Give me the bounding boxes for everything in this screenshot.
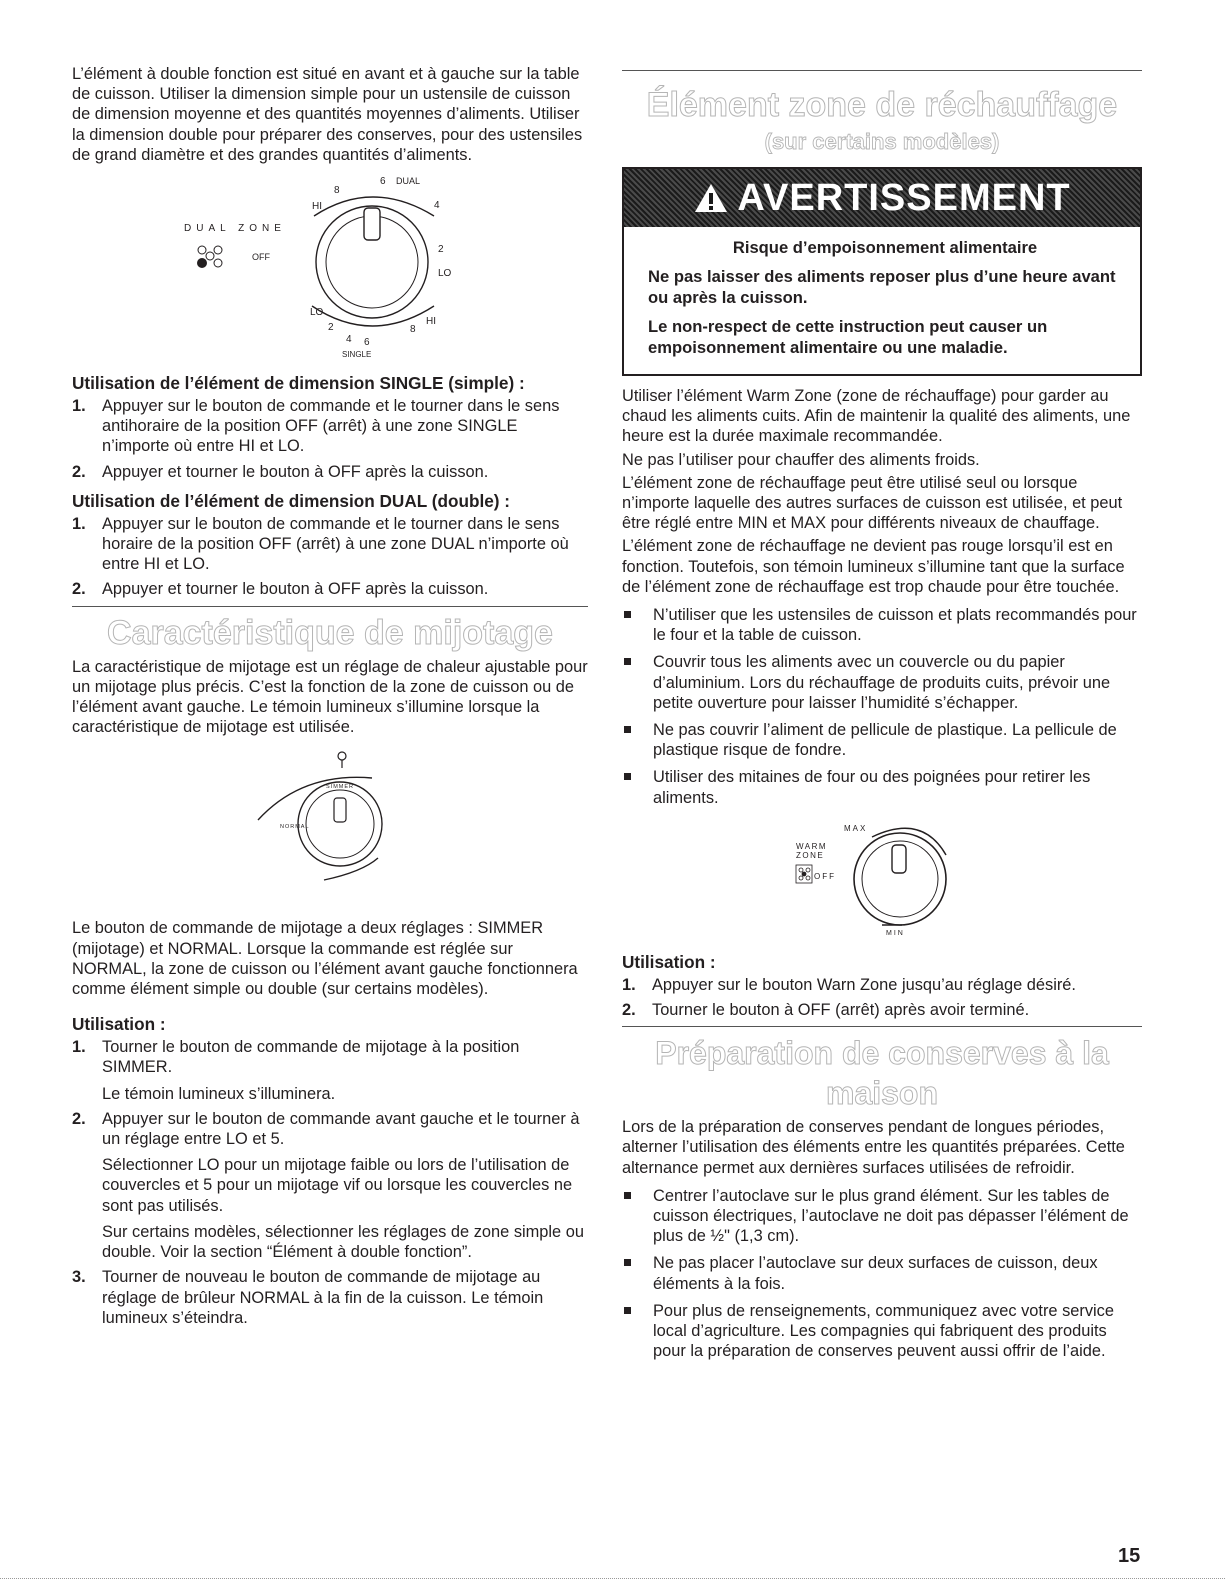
canning-intro: Lors de la préparation de conserves pendant de longues périodes, alterner l’utilisation des éléments entre les quantités préparées. Cette alternance permet aux dernières surfaces utilisées de refroidir. — [622, 1118, 1125, 1177]
dial-label-hi-bottom: HI — [426, 316, 436, 328]
simmer-section-title: Caractéristique de mijotage — [107, 613, 553, 652]
dial-label-n6-bottom: 6 — [364, 337, 370, 349]
warm-zone-subtitle: (sur certains modèles) — [764, 129, 1000, 154]
list-item: 2. Appuyer et tourner le bouton à OFF après la cuisson. — [72, 462, 489, 481]
dial-label-zone: ZONE — [796, 850, 825, 860]
list-item: Ne pas couvrir l’aliment de pellicule de plastique. La pellicule de plastique risque de fondre. — [622, 720, 1142, 760]
dual-steps-list — [72, 514, 588, 600]
simmer-use-heading: Utilisation : — [72, 1014, 166, 1035]
dial-label-off: OFF — [814, 871, 836, 881]
dial-label-simmer: SIMMER — [326, 784, 354, 791]
section-divider — [622, 70, 1142, 71]
dial-label-min: MIN — [886, 929, 905, 937]
dual-heading: Utilisation de l’élément de dimension DUAL (double) : — [72, 490, 510, 511]
dual-zone-dial-diagram — [72, 168, 588, 364]
list-item: N’utiliser que les ustensiles de cuisson et plats recommandés pour le four et la table de cuisson. — [622, 605, 1142, 645]
warning-triangle-icon — [693, 182, 729, 214]
dial-label-max: MAX — [844, 823, 868, 833]
page-bottom-edge — [0, 1578, 1225, 1579]
dial-label-lo-bottom: LO — [310, 307, 324, 319]
dial-label-n4-top: 4 — [434, 200, 440, 212]
list-item: 1. Appuyer sur le bouton de commande et le tourner dans le sens antihoraire de la position OFF (arrêt) à une zone SINGLE n’importe où entre HI et LO. — [72, 397, 560, 456]
section-divider — [72, 606, 588, 607]
dual-zone-knob-icon — [312, 197, 434, 326]
single-steps-list — [72, 396, 588, 482]
list-item: Ne pas placer l’autoclave sur deux surfaces de cuisson, deux éléments à la fois. — [622, 1253, 1142, 1293]
canning-bullet-list — [622, 1186, 1142, 1362]
list-item: 2. Appuyer sur le bouton de commande avant gauche et le tourner à un réglage entre LO et 5. Sélectionner LO pour un mijotage faible ou lors de l’utilisation de couvercles et 5 pour un mijotage vif ou lorsque les couvercles ne sont pas utilisés. Sur certains modèles, sélectionner les réglages de zone simple ou double. Voir la section “Élément à double fonction”. — [72, 1109, 584, 1262]
warning-line-1: Risque d’empoisonnement alimentaire — [732, 238, 1038, 257]
simmer-paragraph: Le bouton de commande de mijotage a deux réglages : SIMMER (mijotage) et NORMAL. Lorsque la commande est réglée sur NORMAL, la zone de cuisson ou l’élément avant gauche fonctionnera comme élément simple ou double (sur certains modèles). — [72, 919, 578, 999]
simmer-steps-list — [72, 1037, 588, 1328]
bullet-square-icon — [624, 1307, 631, 1314]
list-item: 2. Appuyer et tourner le bouton à OFF après la cuisson. — [72, 580, 489, 599]
list-item: Pour plus de renseignements, communiquez avec votre service local d’agriculture. Les compagnies qui fabriquent des produits pour la préparation de conserves peuvent aussi offrir de l’aide. — [622, 1301, 1142, 1362]
canning-section-title: Préparation de conserves à la maison — [655, 1035, 1109, 1112]
list-item: 3. Tourner de nouveau le bouton de commande de mijotage au réglage de brûleur NORMAL à la fin de la cuisson. Le témoin lumineux s’éteindra. — [72, 1268, 544, 1327]
dial-label-lo-right: LO — [438, 268, 452, 280]
warning-line-3: Le non-respect de cette instruction peut causer un empoisonnement alimentaire ou une maladie. — [648, 317, 1048, 357]
dial-label-n2-bottom: 2 — [328, 322, 334, 334]
bullet-square-icon — [624, 1259, 631, 1266]
warning-header — [624, 169, 1140, 227]
bullet-square-icon — [624, 726, 631, 733]
dial-label-off: OFF — [252, 252, 270, 263]
warm-bullet-list — [622, 605, 1142, 808]
simmer-knob-diagram — [72, 740, 588, 910]
warm-paragraph-1: Utiliser l’élément Warm Zone (zone de réchauffage) pour garder au chaud les aliments cuits. Afin de maintenir la qualité des aliments, une heure est la durée maximale recommandée. — [622, 387, 1131, 446]
list-item: 2. Tourner le bouton à OFF (arrêt) après avoir terminé. — [622, 1001, 1030, 1020]
warning-header-label: AVERTISSEMENT — [737, 176, 1071, 219]
dial-label-n8-bottom: 8 — [410, 324, 416, 336]
dial-label-n8-top: 8 — [334, 185, 340, 197]
dial-label-single: SINGLE — [342, 350, 372, 360]
warm-paragraph-2: Ne pas l’utiliser pour chauffer des aliments froids. — [622, 450, 980, 469]
left-column — [72, 64, 588, 1333]
dial-label-hi-top: HI — [312, 201, 322, 213]
dial-label-dual: DUAL — [396, 176, 421, 187]
warm-zone-knob-diagram — [622, 815, 1142, 939]
list-item: 1. Appuyer sur le bouton de commande et le tourner dans le sens horaire de la position OFF (arrêt) à une zone DUAL n’importe où entre HI et LO. — [72, 514, 569, 574]
simmer-intro: La caractéristique de mijotage est un réglage de chaleur ajustable pour un mijotage plus précis. C’est la fonction de la zone de cuisson ou de l’élément avant gauche. Le témoin lumineux s’illumine lorsque la caractéristique de mijotage est utilisée. — [72, 657, 588, 737]
list-item: Utiliser des mitaines de four ou des poignées pour retirer les aliments. — [622, 767, 1142, 807]
warm-steps-list — [622, 975, 1142, 1020]
warm-zone-indicator-icon — [796, 865, 812, 883]
zone-indicator-icon — [198, 246, 223, 268]
dial-label-n6-top: 6 — [380, 176, 386, 188]
list-item: 1. Tourner le bouton de commande de mijotage à la position SIMMER. Le témoin lumineux s’illuminera. — [72, 1038, 520, 1103]
dial-label-n4-bottom: 4 — [346, 334, 352, 346]
warning-line-2: Ne pas laisser des aliments reposer plus d’une heure avant ou après la cuisson. — [648, 267, 1116, 307]
warm-paragraph-3: L’élément zone de réchauffage peut être utilisé seul ou lorsque n’importe laquelle des autres surfaces de cuisson est utilisée, et peut être réglé entre MIN et MAX pour différents niveaux de chauffage. — [622, 473, 1123, 533]
right-column — [622, 70, 1142, 1369]
bullet-square-icon — [624, 611, 631, 618]
warning-body — [624, 227, 1140, 374]
warm-paragraph-4: L’élément zone de réchauffage ne devient pas rouge lorsqu’il est en fonction. Toutefois, son témoin lumineux s’illumine tant que la surface de l’élément zone de réchauffage est trop chaude pour être touchée. — [622, 537, 1125, 596]
dial-label-n2-right: 2 — [438, 244, 444, 256]
list-item: Couvrir tous les aliments avec un couvercle ou du papier d’aluminium. Lors du réchauffage de produits cuits, prévoir une petite ouverture pour laisser l’humidité s’échapper. — [622, 652, 1142, 713]
warning-box — [622, 167, 1142, 376]
warm-zone-knob-icon — [854, 828, 946, 925]
list-item: Centrer l’autoclave sur le plus grand élément. Sur les tables de cuisson électriques, l’autoclave ne doit pas dépasser l’élément de plus de ½" (1,3 cm). — [622, 1186, 1142, 1247]
bullet-square-icon — [624, 1192, 631, 1199]
single-heading: Utilisation de l’élément de dimension SINGLE (simple) : — [72, 373, 525, 394]
list-item: 1. Appuyer sur le bouton Warn Zone jusqu’au réglage désiré. — [622, 975, 1076, 994]
dial-label-dual-zone: DUAL ZONE — [184, 223, 286, 235]
warm-use-heading: Utilisation : — [622, 951, 716, 972]
dual-element-intro: L’élément à double fonction est situé en avant et à gauche sur la table de cuisson. Utiliser la dimension simple pour un ustensile de cuisson de dimension moyenne et des quantités moyennes d’aliments. Utiliser la dimension double pour préparer des conserves, pour des ustensiles de grand diamètre et des grandes quantités d’aliments. — [72, 65, 583, 164]
warm-zone-section-title: Élément zone de réchauffage — [646, 86, 1118, 124]
dial-label-normal: NORMAL — [280, 824, 310, 831]
section-divider — [622, 1026, 1142, 1027]
bullet-square-icon — [624, 658, 631, 665]
page-number: 15 — [1118, 1545, 1141, 1567]
dial-label-warm: WARM — [796, 841, 828, 851]
bullet-square-icon — [624, 773, 631, 780]
